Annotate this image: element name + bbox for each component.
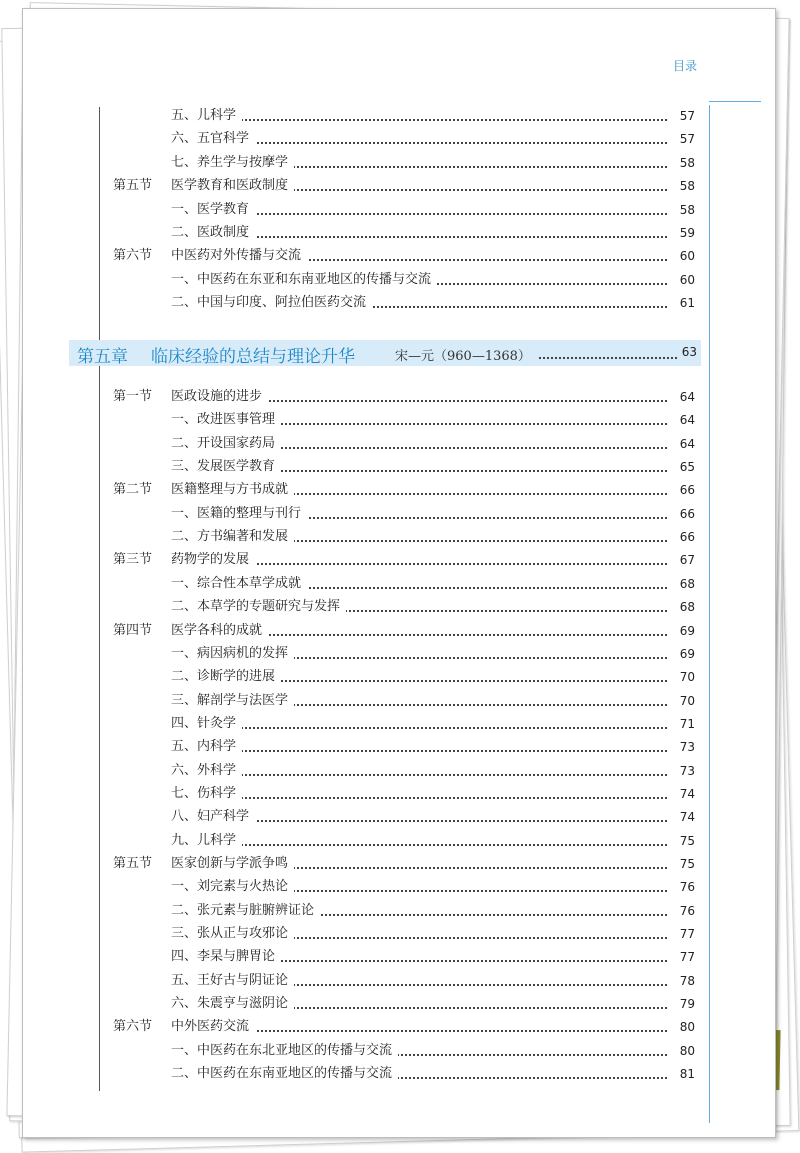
leader-dots — [173, 774, 667, 776]
section-title: 医家创新与学派争鸣 — [171, 853, 294, 875]
toc-entry[interactable] — [23, 1040, 723, 1062]
section-number: 第六节 — [113, 248, 153, 264]
subsection-title: 一、综合性本草学成就 — [171, 573, 307, 595]
toc-entry[interactable] — [23, 433, 723, 455]
page-number: 58 — [679, 155, 695, 170]
toc-entry[interactable] — [23, 736, 723, 758]
page-number: 70 — [679, 670, 695, 685]
chapter-heading[interactable] — [69, 340, 701, 366]
page-number: 58 — [679, 202, 695, 217]
toc-entry[interactable] — [23, 1063, 723, 1085]
subsection-title: 五、儿科学 — [171, 105, 242, 127]
subsection-title: 一、医学教育 — [171, 199, 255, 221]
page-number: 60 — [679, 272, 695, 287]
page-number: 68 — [679, 576, 695, 591]
page-number: 68 — [679, 600, 695, 615]
section-number: 第六节 — [113, 1019, 153, 1035]
subsection-title: 一、医籍的整理与刊行 — [171, 503, 307, 525]
subsection-title: 二、诊断学的进展 — [171, 666, 281, 688]
page-number: 57 — [679, 109, 695, 123]
toc-entry[interactable] — [23, 620, 723, 642]
toc-entry[interactable] — [23, 760, 723, 782]
toc-entry[interactable] — [23, 526, 723, 548]
section-number: 第三节 — [113, 552, 153, 568]
page-number: 64 — [679, 390, 695, 404]
toc-entry[interactable] — [23, 946, 723, 968]
page-number: 71 — [679, 716, 695, 731]
page-number: 74 — [679, 810, 695, 825]
running-head: 目录 — [672, 59, 697, 73]
subsection-title: 六、外科学 — [171, 760, 242, 782]
toc-entry[interactable] — [23, 105, 723, 127]
toc-entry[interactable] — [23, 853, 723, 875]
section-number: 第五节 — [113, 178, 153, 194]
page-number: 69 — [679, 623, 695, 638]
section-title: 医学各科的成就 — [171, 620, 268, 642]
toc-entry[interactable] — [23, 643, 723, 665]
page-number: 66 — [679, 530, 695, 545]
toc-entry[interactable] — [23, 783, 723, 805]
toc-entry[interactable] — [23, 152, 723, 174]
subsection-title: 六、五官科学 — [171, 128, 255, 150]
leader-dots — [173, 844, 667, 846]
page-number: 58 — [679, 179, 695, 194]
page-number: 75 — [679, 833, 695, 848]
subsection-title: 二、开设国家药局 — [171, 433, 281, 455]
page-number: 81 — [679, 1067, 695, 1082]
section-number: 第五节 — [113, 856, 153, 871]
page-number: 80 — [679, 1020, 695, 1035]
toc-entry[interactable] — [23, 806, 723, 828]
subsection-title: 二、中医药在东南亚地区的传播与交流 — [171, 1063, 398, 1085]
toc-entry[interactable] — [23, 970, 723, 992]
section-number: 第一节 — [113, 389, 153, 404]
toc-entry[interactable] — [23, 245, 723, 267]
subsection-title: 五、王好古与阴证论 — [171, 970, 294, 992]
chapter-title: 临床经验的总结与理论升华 — [151, 347, 355, 367]
subsection-title: 一、刘完素与火热论 — [171, 876, 294, 898]
page-number: 60 — [679, 249, 695, 264]
toc-entry[interactable] — [23, 503, 723, 525]
toc-entry[interactable] — [23, 1016, 723, 1038]
toc-entry[interactable] — [23, 666, 723, 688]
toc-entry[interactable] — [23, 549, 723, 571]
subsection-title: 二、本草学的专题研究与发挥 — [171, 596, 346, 618]
section-title: 中医药对外传播与交流 — [171, 245, 307, 267]
toc-entry[interactable] — [23, 876, 723, 898]
subsection-title: 一、中医药在东北亚地区的传播与交流 — [171, 1040, 398, 1062]
page-number: 70 — [679, 693, 695, 708]
page-number: 64 — [679, 413, 695, 428]
subsection-title: 二、医政制度 — [171, 222, 255, 244]
toc-entry[interactable] — [23, 479, 723, 501]
toc-entry[interactable] — [23, 409, 723, 431]
toc-entry[interactable] — [23, 690, 723, 712]
toc-page — [22, 8, 776, 1138]
section-title: 药物学的发展 — [171, 549, 255, 571]
subsection-title: 八、妇产科学 — [171, 806, 255, 828]
page-number: 66 — [679, 506, 695, 521]
toc-entry[interactable] — [23, 713, 723, 735]
toc-entry[interactable] — [23, 269, 723, 291]
section-number: 第二节 — [113, 482, 153, 498]
page-number: 80 — [679, 1043, 695, 1058]
subsection-title: 四、李杲与脾胃论 — [171, 946, 281, 968]
page-number: 77 — [679, 950, 695, 965]
chapter-label: 第五章 — [77, 347, 128, 367]
page-number: 65 — [679, 460, 695, 475]
leader-dots — [173, 119, 667, 121]
chapter-leader-dots — [539, 357, 677, 359]
right-tab-rule — [709, 101, 761, 102]
leader-dots — [173, 797, 667, 799]
toc-entry[interactable] — [23, 923, 723, 945]
subsection-title: 二、方书编著和发展 — [171, 526, 294, 548]
toc-entry[interactable] — [23, 199, 723, 221]
section-title: 医政设施的进步 — [171, 386, 268, 408]
page-number: 76 — [679, 880, 695, 895]
page-number: 59 — [679, 226, 695, 240]
section-title: 医籍整理与方书成就 — [171, 479, 294, 501]
subsection-title: 五、内科学 — [171, 736, 242, 758]
subsection-title: 七、养生学与按摩学 — [171, 152, 294, 174]
subsection-title: 一、中医药在东亚和东南亚地区的传播与交流 — [171, 269, 437, 291]
subsection-title: 二、张元素与脏腑辨证论 — [171, 900, 320, 922]
page-number: 79 — [679, 997, 695, 1012]
section-number: 第四节 — [113, 622, 153, 638]
page-number: 57 — [679, 132, 695, 147]
toc-entry[interactable] — [23, 222, 723, 244]
page-number: 67 — [679, 553, 695, 568]
subsection-title: 三、张从正与攻邪论 — [171, 923, 294, 945]
page-number: 66 — [679, 483, 695, 498]
toc-entry[interactable] — [23, 900, 723, 922]
toc-entry[interactable] — [23, 175, 723, 197]
subsection-title: 三、发展医学教育 — [171, 456, 281, 478]
page-number: 64 — [679, 436, 695, 451]
toc-entry[interactable] — [23, 596, 723, 618]
subsection-title: 七、伤科学 — [171, 783, 242, 805]
subsection-title: 六、朱震亨与滋阴论 — [171, 993, 294, 1015]
toc-entry[interactable] — [23, 128, 723, 150]
chapter-page-number: 63 — [681, 345, 697, 359]
toc-entry[interactable] — [23, 386, 723, 408]
toc-entry[interactable] — [23, 292, 723, 314]
subsection-title: 九、儿科学 — [171, 830, 242, 852]
subsection-title: 四、针灸学 — [171, 713, 242, 735]
page-number: 73 — [679, 763, 695, 778]
subsection-title: 一、改进医事管理 — [171, 409, 281, 431]
page-number: 76 — [679, 903, 695, 918]
toc-entry[interactable] — [23, 830, 723, 852]
page-number: 61 — [679, 296, 695, 311]
leader-dots — [173, 750, 667, 752]
section-title: 医学教育和医政制度 — [171, 175, 294, 197]
page-number: 69 — [679, 646, 695, 661]
toc-entry[interactable] — [23, 993, 723, 1015]
page-number: 78 — [679, 973, 695, 988]
page-number: 75 — [679, 857, 695, 871]
page-number: 77 — [679, 927, 695, 942]
section-title: 中外医药交流 — [171, 1016, 255, 1038]
leader-dots — [173, 727, 667, 729]
page-number: 73 — [679, 740, 695, 755]
toc-entry[interactable] — [23, 456, 723, 478]
toc-entry[interactable] — [23, 573, 723, 595]
subsection-title: 三、解剖学与法医学 — [171, 690, 294, 712]
subsection-title: 二、中国与印度、阿拉伯医药交流 — [171, 292, 372, 314]
subsection-title: 一、病因病机的发挥 — [171, 643, 294, 665]
chapter-period: 宋—元（960—1368） — [395, 345, 535, 364]
page-number: 74 — [679, 786, 695, 801]
